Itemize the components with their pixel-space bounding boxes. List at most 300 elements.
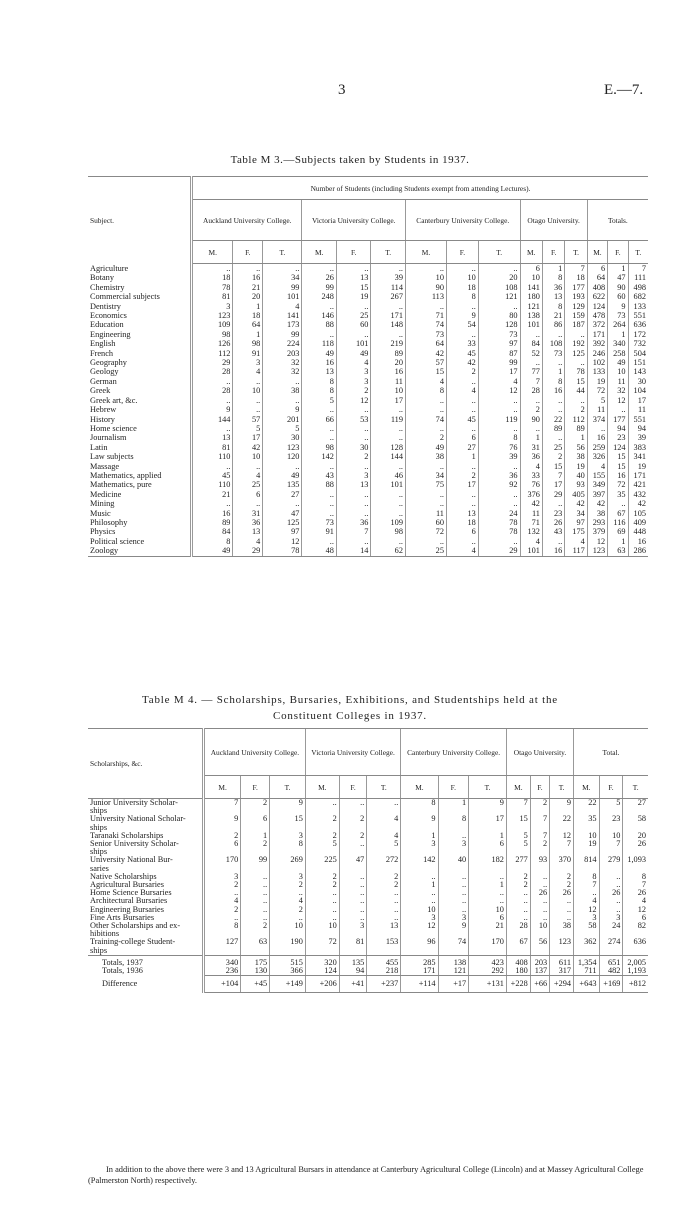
table-cell: 14	[336, 546, 371, 556]
table-cell: 81	[192, 292, 233, 301]
table-cell: 10	[233, 386, 263, 395]
table-cell: 171	[401, 967, 438, 976]
table-cell: 12	[574, 906, 600, 914]
table-cell: 175	[565, 527, 587, 536]
table-cell: 159	[565, 311, 587, 320]
table-cell: 88	[302, 320, 337, 329]
table-cell: 42	[233, 443, 263, 452]
table-cell: 421	[628, 480, 648, 489]
table-cell: 93	[530, 856, 549, 864]
table-cell: 498	[628, 283, 648, 292]
table-cell: 177	[608, 415, 628, 424]
table-cell: 22	[550, 815, 574, 823]
table-cell: 1	[401, 881, 438, 889]
table-cell: 73	[405, 330, 446, 339]
table-cell: 78	[263, 546, 302, 556]
col-m: M.	[405, 241, 446, 264]
table-cell: 109	[371, 518, 406, 527]
table-cell: ..	[305, 889, 339, 897]
row-label: Training-college Student-	[90, 937, 176, 947]
row-label: Music	[90, 508, 111, 518]
table-cell: 101	[520, 546, 542, 556]
table-cell: 40	[438, 856, 469, 864]
row-label: Journalism	[90, 433, 127, 443]
table-cell: ..	[270, 889, 306, 897]
table-row	[88, 856, 648, 864]
table-row	[88, 264, 648, 274]
col-m: M.	[520, 241, 542, 264]
table-cell: 48	[302, 546, 337, 556]
table-cell: ..	[438, 889, 469, 897]
table-cell: ..	[401, 889, 438, 897]
table-cell: 90	[405, 283, 446, 292]
table-cell: 49	[608, 358, 628, 367]
table-cell: 7	[530, 832, 549, 840]
table-cell: 141	[520, 283, 542, 292]
table-cell: 16	[302, 358, 337, 367]
table-row	[88, 509, 648, 518]
row-label: ships	[90, 847, 108, 857]
table-cell: 108	[542, 339, 564, 348]
table-cell: 11	[405, 509, 446, 518]
table-cell: ..	[233, 462, 263, 471]
row-label: Senior University Scholar-	[90, 839, 179, 849]
table-cell: 60	[405, 518, 446, 527]
table-row	[88, 292, 648, 301]
table-row	[88, 527, 648, 536]
table-cell: ..	[446, 302, 478, 311]
table-cell: 13	[367, 922, 401, 930]
table-cell: 42	[587, 499, 607, 508]
table-cell: 38	[405, 452, 446, 461]
table-cell: 11	[587, 405, 607, 414]
table-cell: 2	[241, 922, 270, 930]
table-cell: +17	[438, 976, 469, 993]
table-cell: ..	[336, 537, 371, 546]
table-cell: 362	[574, 938, 600, 946]
row-label: Geology	[90, 367, 119, 377]
table-row	[88, 480, 648, 489]
table-cell: 2	[305, 815, 339, 823]
table-cell: 84	[192, 527, 233, 536]
table-cell: 5	[305, 840, 339, 848]
table-cell: 10	[371, 386, 406, 395]
table-m4	[88, 728, 648, 993]
table-cell: 97	[478, 339, 520, 348]
table-cell: 38	[550, 922, 574, 930]
table-cell: ..	[405, 462, 446, 471]
table-cell: 248	[302, 292, 337, 301]
table-cell: ..	[336, 509, 371, 518]
table-cell: ..	[478, 424, 520, 433]
page-reference: E.—7.	[604, 82, 644, 98]
table-cell: 155	[587, 471, 607, 480]
table-cell: 320	[305, 955, 339, 967]
table-cell: 455	[367, 955, 401, 967]
table-cell: 5	[367, 840, 401, 848]
table-cell: 175	[241, 955, 270, 967]
table-cell: 2	[204, 881, 241, 889]
table-cell: 9	[192, 405, 233, 414]
table-cell: 8	[574, 873, 600, 881]
table-cell: 349	[587, 480, 607, 489]
table-m4-title-line1: Table M 4. — Scholarships, Bursaries, Exhibitions, and Studentships held at the	[142, 694, 558, 706]
table-cell: 81	[192, 443, 233, 452]
table-cell: 682	[628, 292, 648, 301]
table-row	[88, 897, 648, 905]
row-label: Architectural Bursaries	[90, 896, 168, 906]
table-cell: 8	[542, 273, 564, 282]
table-cell: 19	[336, 292, 371, 301]
table-row	[88, 433, 648, 442]
row-label: Geography	[90, 358, 127, 368]
table-cell: 33	[446, 339, 478, 348]
table-row	[88, 302, 648, 311]
table-cell: 1	[446, 452, 478, 461]
table-cell: 146	[302, 311, 337, 320]
table-cell: 15	[608, 462, 628, 471]
table-cell: 279	[599, 856, 623, 864]
table-cell: 49	[192, 546, 233, 556]
table-cell	[506, 947, 530, 956]
table-cell: 16	[587, 433, 607, 442]
college-header: Total.	[574, 729, 648, 776]
table-cell: ..	[192, 377, 233, 386]
table-cell: 91	[233, 349, 263, 358]
table-cell: 636	[628, 320, 648, 329]
table-cell: ..	[371, 490, 406, 499]
table-cell: 26	[550, 889, 574, 897]
col-m: M.	[192, 241, 233, 264]
table-row	[88, 415, 648, 424]
table-cell: 1	[401, 832, 438, 840]
table-row	[88, 889, 648, 897]
table-cell: ..	[233, 264, 263, 274]
table-cell: ..	[302, 433, 337, 442]
table-cell: 201	[263, 415, 302, 424]
table-cell: 6	[204, 840, 241, 848]
table-cell: 75	[405, 480, 446, 489]
table-cell: 26	[542, 518, 564, 527]
table-cell: 89	[371, 349, 406, 358]
college-header: Totals.	[587, 200, 648, 241]
table-cell: 1	[241, 832, 270, 840]
table-cell: 5	[233, 424, 263, 433]
table-cell: 18	[446, 518, 478, 527]
row-label: ships	[90, 822, 108, 832]
table-cell: 99	[302, 283, 337, 292]
table-cell: 144	[371, 452, 406, 461]
table-cell: 137	[530, 967, 549, 976]
table-cell: 12	[608, 396, 628, 405]
table-cell	[305, 947, 339, 956]
table-cell	[367, 947, 401, 956]
table-cell: 36	[233, 518, 263, 527]
table-cell: 4	[233, 537, 263, 546]
table-cell	[401, 947, 438, 956]
table-cell: 340	[608, 339, 628, 348]
table-cell: 8	[302, 386, 337, 395]
table-m3-body	[88, 264, 648, 557]
table-cell: 277	[506, 856, 530, 864]
table-cell: 2	[520, 405, 542, 414]
table-cell: 73	[542, 349, 564, 358]
table-cell: 408	[506, 955, 530, 967]
row-label: hibitions	[90, 929, 120, 939]
table-cell: 104	[628, 386, 648, 395]
table-cell: 19	[587, 377, 607, 386]
table-cell: ..	[336, 302, 371, 311]
table-cell: 1	[565, 433, 587, 442]
table-cell: 551	[628, 415, 648, 424]
table-cell: 31	[520, 443, 542, 452]
col-f: F.	[530, 776, 549, 799]
table-cell: +66	[530, 976, 549, 993]
table-cell: 6	[446, 433, 478, 442]
table-row	[88, 471, 648, 480]
row-label: Other Scholarships and ex-	[90, 921, 181, 931]
table-cell: ..	[446, 377, 478, 386]
table-cell: 651	[599, 955, 623, 967]
row-label: Hebrew	[90, 405, 117, 415]
table-row	[88, 865, 648, 873]
table-cell: 90	[608, 283, 628, 292]
table-cell: ..	[565, 396, 587, 405]
table-cell: 38	[565, 452, 587, 461]
table-cell: 18	[192, 273, 233, 282]
table-cell: ..	[446, 264, 478, 274]
table-cell: 2	[542, 452, 564, 461]
table-cell: 49	[302, 349, 337, 358]
table-cell: 24	[599, 922, 623, 930]
table-cell: 9	[270, 799, 306, 808]
table-cell: ..	[371, 264, 406, 274]
college-header: Auckland University College.	[204, 729, 306, 776]
col-t: T.	[469, 776, 507, 799]
table-cell: 192	[565, 339, 587, 348]
table-cell: 94	[339, 967, 367, 976]
table-m3	[88, 176, 648, 557]
table-cell: 16	[542, 386, 564, 395]
table-cell: 10	[530, 922, 549, 930]
table-cell: 117	[565, 546, 587, 556]
table-cell: 128	[478, 320, 520, 329]
table-cell: 8	[302, 377, 337, 386]
table-cell: ..	[478, 264, 520, 274]
table-cell: 119	[371, 415, 406, 424]
table-cell: 4	[587, 462, 607, 471]
table-cell: 21	[233, 283, 263, 292]
table-cell: 28	[192, 367, 233, 376]
table-cell: 376	[520, 490, 542, 499]
table-cell: ..	[302, 264, 337, 274]
table-cell: 11	[371, 377, 406, 386]
table-cell: 20	[371, 358, 406, 367]
table-cell: 9	[608, 302, 628, 311]
table-row	[88, 377, 648, 386]
table-cell: ..	[530, 897, 549, 905]
table-cell: 12	[263, 537, 302, 546]
table-row	[88, 815, 648, 823]
col-t: T.	[263, 241, 302, 264]
table-cell: ..	[542, 405, 564, 414]
table-cell: 7	[628, 264, 648, 274]
table-cell: 9	[204, 815, 241, 823]
table-cell: ..	[367, 914, 401, 922]
table-cell: 92	[478, 480, 520, 489]
table-cell: 77	[520, 367, 542, 376]
table-cell: 814	[574, 856, 600, 864]
table-row	[88, 358, 648, 367]
table-cell: 5	[263, 424, 302, 433]
table-cell: 4	[233, 367, 263, 376]
row-label: Political science	[90, 536, 145, 546]
table-cell: 15	[608, 452, 628, 461]
table-cell: ..	[446, 405, 478, 414]
col-m: M.	[204, 776, 241, 799]
table-cell: ..	[204, 914, 241, 922]
table-cell: 128	[371, 443, 406, 452]
table-cell: ..	[506, 906, 530, 914]
row-label: Junior University Scholar-	[90, 798, 178, 807]
table-cell: 99	[263, 283, 302, 292]
table-cell: 82	[623, 922, 648, 930]
table-row	[88, 840, 648, 848]
row-label: saries	[90, 863, 109, 873]
table-cell: 372	[587, 320, 607, 329]
table-cell: 101	[336, 339, 371, 348]
table-cell: 36	[520, 452, 542, 461]
table-cell: 3	[204, 873, 241, 881]
table-cell: 78	[478, 527, 520, 536]
table-cell: 94	[628, 424, 648, 433]
table-row	[88, 873, 648, 881]
table-cell: ..	[446, 396, 478, 405]
table-cell	[241, 947, 270, 956]
table-cell: 3	[336, 367, 371, 376]
table-cell: 46	[371, 471, 406, 480]
table-cell: ..	[371, 509, 406, 518]
table-cell: 98	[302, 443, 337, 452]
table-cell: +104	[204, 976, 241, 993]
table-cell: 8	[478, 433, 520, 442]
table-cell: 73	[302, 518, 337, 527]
table-cell: 2	[305, 832, 339, 840]
table-cell: 110	[192, 480, 233, 489]
table-cell: 16	[192, 509, 233, 518]
row-label: Engineering	[90, 329, 131, 339]
table-cell: 9	[446, 311, 478, 320]
table-cell: 2	[204, 832, 241, 840]
table-cell: 225	[305, 856, 339, 864]
table-cell: ..	[405, 499, 446, 508]
col-f: F.	[446, 241, 478, 264]
table-cell: 49	[263, 471, 302, 480]
table-cell: ..	[339, 889, 367, 897]
table-cell: 17	[628, 396, 648, 405]
table-cell: ..	[241, 889, 270, 897]
table-cell: 29	[233, 546, 263, 556]
table-cell: 8	[446, 292, 478, 301]
table-row	[88, 283, 648, 292]
table-cell: 8	[401, 799, 438, 808]
table-cell: 3	[336, 471, 371, 480]
table-cell: 27	[623, 799, 648, 808]
table-cell: 4	[336, 358, 371, 367]
table-cell: 28	[192, 386, 233, 395]
table-cell: 8	[623, 873, 648, 881]
table-cell: 264	[608, 320, 628, 329]
table-cell: ..	[599, 873, 623, 881]
table-cell: 67	[506, 938, 530, 946]
table-cell: 30	[628, 377, 648, 386]
table-cell: ..	[336, 499, 371, 508]
table-cell: 187	[565, 320, 587, 329]
col-f: F.	[599, 776, 623, 799]
table-cell: ..	[446, 424, 478, 433]
table-cell: 20	[233, 292, 263, 301]
table-cell: 17	[446, 480, 478, 489]
table-cell: 125	[565, 349, 587, 358]
page-header	[0, 82, 700, 102]
table-cell: 370	[550, 856, 574, 864]
table-cell: 36	[478, 471, 520, 480]
table-cell: 39	[628, 433, 648, 442]
col-t: T.	[367, 776, 401, 799]
row-label: Zoology	[88, 546, 192, 556]
table-cell: ..	[367, 799, 401, 808]
table-cell: 5	[506, 840, 530, 848]
table-cell: 9	[469, 799, 507, 808]
table-cell: ..	[263, 264, 302, 274]
table-cell: ..	[405, 264, 446, 274]
table-cell: ..	[233, 396, 263, 405]
table-cell: +294	[550, 976, 574, 993]
table-cell: 142	[401, 856, 438, 864]
table-cell: 26	[599, 889, 623, 897]
table-cell: ..	[520, 330, 542, 339]
table-cell: ..	[302, 330, 337, 339]
col-f: F.	[241, 776, 270, 799]
table-cell: 4	[520, 462, 542, 471]
row-label: Latin	[90, 442, 108, 452]
table-cell: 135	[339, 955, 367, 967]
table-cell: +45	[241, 976, 270, 993]
col-m: M.	[587, 241, 607, 264]
table-cell: 124	[305, 967, 339, 976]
table-cell: 71	[520, 518, 542, 527]
table-cell: 2	[339, 832, 367, 840]
table-cell: 2	[530, 840, 549, 848]
table-cell: 116	[608, 518, 628, 527]
table-row	[88, 518, 648, 527]
table-cell: 2	[241, 840, 270, 848]
table-cell: 99	[263, 330, 302, 339]
table-cell: 7	[204, 799, 241, 808]
table-cell: 203	[530, 955, 549, 967]
table-cell	[550, 947, 574, 956]
table-cell: 76	[520, 480, 542, 489]
table-cell: 124	[608, 443, 628, 452]
table-cell: ..	[336, 330, 371, 339]
table-cell: 91	[302, 527, 337, 536]
table-row	[88, 452, 648, 461]
table-cell: 2	[305, 873, 339, 881]
table-cell: 29	[192, 358, 233, 367]
table-row	[88, 490, 648, 499]
table-cell: 2	[506, 873, 530, 881]
table-cell: 25	[233, 480, 263, 489]
